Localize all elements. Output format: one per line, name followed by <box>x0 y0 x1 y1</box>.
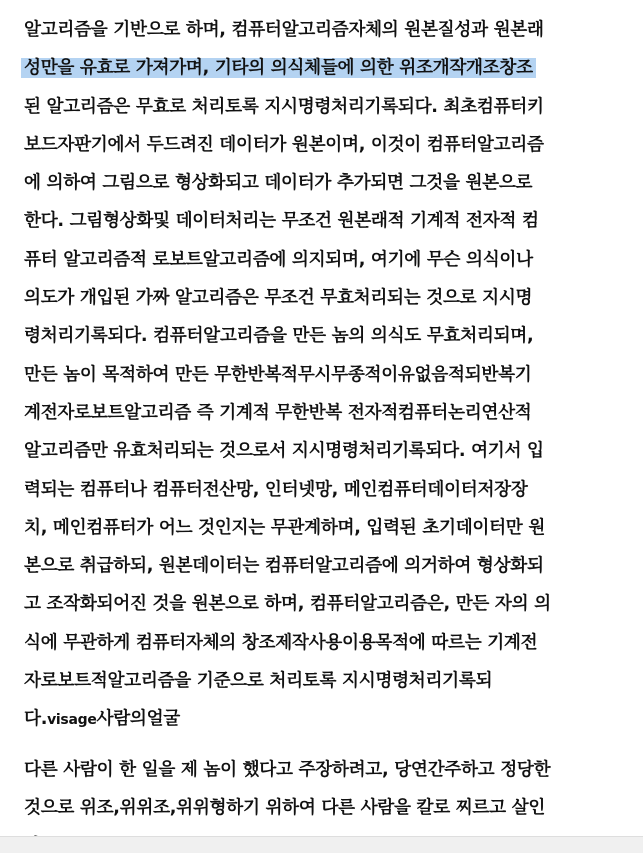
text-line: 만든 놈이 목적하여 만든 무한반복적무시무종적이유없음적되반복기 <box>24 364 532 385</box>
text-line: 본으로 취급하되, 원본데이터는 컴퓨터알고리즘에 의거하여 형상화되 <box>24 556 544 577</box>
text-fragment-latin: visage <box>47 712 97 729</box>
text-line: 식에 무관하게 컴퓨터자체의 창조제작사용이용목적에 따르는 기계전 <box>24 632 538 653</box>
document-body <box>24 0 624 849</box>
text-line: 된 알고리즘은 무효로 처리토록 지시명령처리기록되다. 최초컴퓨터키 <box>24 96 544 117</box>
selection-highlight[interactable]: 성만을 유효로 가져가며, 기타의 의식체들에 의한 위조개작개조창조 <box>21 58 536 78</box>
text-fragment: 다. <box>24 709 48 730</box>
text-line-selected[interactable] <box>24 49 624 87</box>
text-line: 치, 메인컴퓨터가 어느 것인지는 무관계하며, 입력된 초기데이터만 원 <box>24 517 546 538</box>
paragraph-spacing <box>24 739 624 751</box>
text-line: 다른 사람이 한 일을 제 놈이 했다고 주장하려고, 당연간주하고 정당한 <box>24 759 551 780</box>
text-line-last <box>24 700 624 738</box>
text-line: 한다. 그림형상화및 데이터처리는 무조건 원본래적 기계적 전자적 컴 <box>24 211 539 232</box>
paragraph-2 <box>24 751 624 850</box>
text-line: 고 조작화되어진 것을 원본으로 하며, 컴퓨터알고리즘은, 만든 자의 의 <box>24 594 551 615</box>
text-fragment: 사람의얼굴 <box>96 709 180 730</box>
horizontal-scrollbar[interactable] <box>0 836 643 853</box>
text-line: 에 의하여 그림으로 형상화되고 데이터가 추가되면 그것을 원본으로 <box>24 173 533 194</box>
text-line: 알고리즘을 기반으로 하며, 컴퓨터알고리즘자체의 원본질성과 원본래 <box>24 20 544 40</box>
text-line: 알고리즘만 유효처리되는 것으로서 지시명령처리기록되다. 여기서 입 <box>24 441 544 462</box>
text-line: 의도가 개입된 가짜 알고리즘은 무조건 무효처리되는 것으로 지시명 <box>24 288 533 309</box>
text-line: 계전자로보트알고리즘 즉 기계적 무한반복 전자적컴퓨터논리연산적 <box>24 402 532 423</box>
text-line: 것으로 위조,위위조,위위형하기 위하여 다른 사람을 칼로 찌르고 살인 <box>24 797 546 818</box>
text-line: 자로보트적알고리즘을 기준으로 처리토록 지시명령처리기록되 <box>24 671 493 692</box>
text-line: 력되는 컴퓨터나 컴퓨터전산망, 인터넷망, 메인컴퓨터데이터저장장 <box>24 479 528 500</box>
text-line: 보드자판기에서 두드려진 데이터가 원본이며, 이것이 컴퓨터알고리즘 <box>24 134 544 155</box>
text-line: 퓨터 알고리즘적 로보트알고리즘에 의지되며, 여기에 무슨 의식이나 <box>24 249 533 270</box>
paragraph-1 <box>24 11 624 739</box>
text-line: 령처리기록되다. 컴퓨터알고리즘을 만든 놈의 의식도 무효처리되며, <box>24 326 534 347</box>
